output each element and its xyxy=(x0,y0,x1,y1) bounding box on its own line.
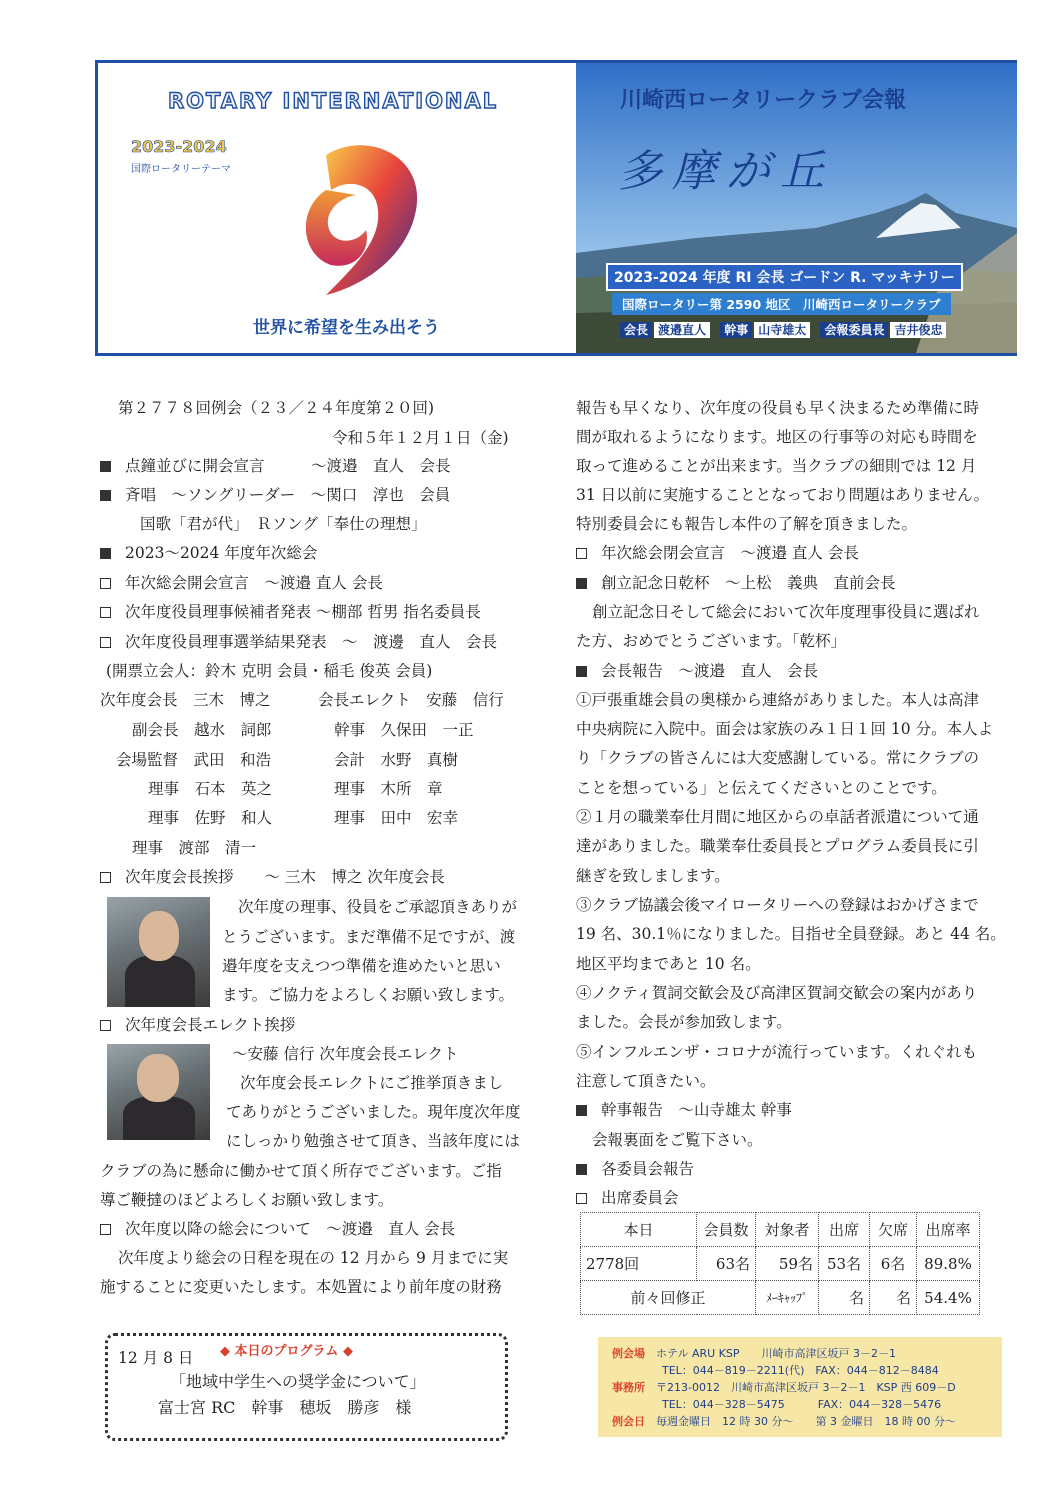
officer-entry: 理事 渡部 清一 xyxy=(132,839,257,857)
report-text: り「クラブの皆さんには大変感謝している。常にクラブの xyxy=(576,749,980,767)
table-header: 会員数 xyxy=(697,1213,756,1247)
info-line: TEL：044－328－5475 FAX：044－328－5476 xyxy=(662,1398,942,1411)
rotary-international-title: ROTARY INTERNATIONAL xyxy=(168,89,499,113)
club-officers-band xyxy=(620,321,952,338)
report-text: ①戸張重雄会員の奥様から連絡がありました。本人は高津 xyxy=(576,691,980,709)
body-text: 報告も早くなり、次年度の役員も早く決まるため準備に時 xyxy=(576,399,980,417)
attendance-table xyxy=(580,1212,980,1315)
club-name-calligraphy: 多摩が丘 xyxy=(618,146,834,197)
club-newsletter-title: 川崎西ロータリークラブ会報 xyxy=(620,88,907,113)
body-text: 特別委員会にも報告し本件の了解を頂きました。 xyxy=(576,515,918,533)
agenda-item: 各委員会報告 xyxy=(576,1159,694,1179)
officer-entry: 次年度会長 三木 博之 xyxy=(100,691,271,709)
theme-label: 国際ロータリーテーマ xyxy=(131,164,231,175)
mount-fuji-photo xyxy=(576,63,1017,353)
program-date: 12 月 8 日 xyxy=(118,1349,194,1367)
greeting-text: 邉年度を支えつつ準備を進めたいと思い xyxy=(222,957,501,975)
table-cell: 63名 xyxy=(697,1247,756,1281)
diamond-icon: ◆ xyxy=(220,1344,230,1359)
body-text: 次年度より総会の日程を現在の 12 月から 9 月までに実 xyxy=(118,1249,509,1267)
rotary-theme-logo-icon xyxy=(286,135,436,305)
info-line: 事務所 〒213-0012 川崎市高津区坂戸 3－2－1 KSP 西 609－D xyxy=(612,1381,956,1394)
agenda-item: 会長報告 ～渡邉 直人 会長 xyxy=(576,661,818,681)
body-text: 施することに変更いたします。本処置により前年度の財務 xyxy=(100,1278,502,1296)
program-speaker: 富士宮 RC 幹事 穂坂 勝彦 様 xyxy=(158,1398,412,1417)
greeting-text: クラブの為に懸命に働かせて頂く所存でございます。ご指 xyxy=(100,1162,502,1180)
greeting-text: にしっかり勉強させて頂き、当該年度には xyxy=(226,1132,520,1150)
body-text: た方、おめでとうございます。「乾杯」 xyxy=(576,632,847,650)
district-band: 国際ロータリー第 2590 地区 川崎西ロータリークラブ xyxy=(612,293,951,315)
report-text: ことを想っている」と伝えてくださいとのことです。 xyxy=(576,779,947,797)
agenda-item: 幹事報告 ～山寺雄太 幹事 xyxy=(576,1100,792,1120)
table-cell: ﾒｰｷｬｯﾌﾟ xyxy=(756,1281,819,1315)
body-text: 創立記念日そして総会において次年度理事役員に選ばれ xyxy=(592,603,980,621)
body-text: 会報裏面をご覧下さい。 xyxy=(592,1131,763,1149)
anthem-line: 国歌「君が代」 Ｒソング「奉仕の理想」 xyxy=(140,515,427,533)
todays-program-box xyxy=(105,1333,508,1441)
greeting-text: てありがとうございました。現年度次年度 xyxy=(226,1103,521,1121)
table-header: 出席率 xyxy=(917,1213,980,1247)
officer-name: 吉井俊忠 xyxy=(890,322,946,338)
report-text: ④ノクティ賀詞交歓会及び高津区賀詞交歓会の案内があり xyxy=(576,984,978,1002)
agenda-item: 点鐘並びに開会宣言 ～渡邉 直人 会長 xyxy=(100,456,451,476)
table-cell: 前々回修正 xyxy=(581,1281,756,1315)
table-cell: 名 xyxy=(870,1281,917,1315)
president-nominee-photo xyxy=(107,1044,210,1140)
agenda-subitem: 次年度役員理事候補者発表 ～棚部 哲男 指名委員長 xyxy=(100,602,481,622)
table-cell: 名 xyxy=(819,1281,870,1315)
body-text: 間が取れるようになります。地区の行事等の対応も時間を xyxy=(576,428,978,446)
report-text: 19 名、30.1％になりました。目指せ全員登録。あと 44 名。 xyxy=(576,925,1006,943)
officer-role: 会報委員長 xyxy=(820,322,888,338)
agenda-subitem: 次年度会長挨拶 ～ 三木 博之 次年度会長 xyxy=(100,867,445,887)
newsletter-header xyxy=(95,60,1017,356)
agenda-subitem: 次年度役員理事選挙結果発表 ～ 渡邊 直人 会長 xyxy=(100,632,497,652)
theme-motto: 世界に希望を生み出そう xyxy=(253,318,440,338)
greeting-text: ～安藤 信行 次年度会長エレクト xyxy=(232,1045,459,1063)
officer-entry: 副会長 越水 詞郎 xyxy=(132,721,272,739)
officer-entry: 理事 佐野 和人 xyxy=(148,809,273,827)
report-text: 地区平均まであと 10 名。 xyxy=(576,955,761,973)
report-text: ⑤インフルエンザ・コロナが流行っています。くれぐれも xyxy=(576,1043,978,1061)
officer-role: 会長 xyxy=(620,322,652,338)
meeting-date: 令和５年１２月１日（金) xyxy=(332,429,509,447)
agenda-subitem: 次年度会長エレクト挨拶 xyxy=(100,1015,295,1035)
officer-entry: 理事 木所 章 xyxy=(334,780,443,798)
vote-witnesses: (開票立会人：鈴木 克明 会員・稲毛 俊英 会員) xyxy=(106,662,433,680)
officer-name: 渡邉直人 xyxy=(654,322,710,338)
agenda-item: 創立記念日乾杯 ～上松 義典 直前会長 xyxy=(576,573,896,593)
report-text: ②１月の職業奉仕月間に地区からの卓話者派遣について通 xyxy=(576,808,979,826)
officer-entry: 会場監督 武田 和浩 xyxy=(116,751,272,769)
officer-entry: 理事 石本 英之 xyxy=(148,780,273,798)
president-elect-photo xyxy=(107,897,210,1007)
greeting-text: ます。ご協力をよろしくお願い致します。 xyxy=(222,986,515,1004)
theme-year: 2023-2024 xyxy=(131,137,227,156)
officer-entry: 理事 田中 宏幸 xyxy=(334,809,459,827)
table-cell: 6名 xyxy=(870,1247,917,1281)
agenda-subitem: 年次総会閉会宣言 ～渡邉 直人 会長 xyxy=(576,543,859,563)
officer-entry: 会長エレクト 安藤 信行 xyxy=(318,691,504,709)
program-topic: 「地域中学生への奨学金について」 xyxy=(170,1372,426,1391)
table-header: 出席 xyxy=(819,1213,870,1247)
greeting-text: 次年度会長エレクトにご推挙頂きまし xyxy=(240,1074,504,1092)
table-row xyxy=(581,1247,980,1281)
table-cell: 53名 xyxy=(819,1247,870,1281)
diamond-icon: ◆ xyxy=(342,1344,353,1359)
agenda-subitem: 出席委員会 xyxy=(576,1188,679,1208)
report-text: 中央病院に入院中。面会は家族のみ１日１回 10 分。本人よ xyxy=(576,720,994,738)
meeting-number: 第２７７８回例会（２３／２４年度第２０回) xyxy=(118,399,435,417)
officer-role: 幹事 xyxy=(720,322,752,338)
agenda-subitem: 次年度以降の総会について ～渡邉 直人 会長 xyxy=(100,1219,455,1239)
table-header: 欠席 xyxy=(870,1213,917,1247)
program-heading: ◆ 本日のプログラム ◆ xyxy=(220,1344,353,1359)
body-text: 取って進めることが出来ます。当クラブの細則では 12 月 xyxy=(576,457,977,475)
info-line: TEL：044－819－2211(代) FAX：044－812－8484 xyxy=(662,1364,939,1377)
body-text: 31 日以前に実施することとなっており問題はありません。 xyxy=(576,486,990,504)
agenda-item: 斉唱 ～ソングリーダー ～関口 淳也 会員 xyxy=(100,485,450,505)
info-line: 例会日 毎週金曜日 12 時 30 分～ 第 3 金曜日 18 時 00 分～ xyxy=(612,1415,956,1428)
club-info-box xyxy=(598,1337,1002,1437)
greeting-text: 導ご鞭撻のほどよろしくお願い致します。 xyxy=(100,1191,394,1209)
report-text: ③クラブ協議会後マイロータリーへの登録はおかげさまで xyxy=(576,896,979,914)
report-text: 注意して頂きたい。 xyxy=(576,1072,716,1090)
agenda-subitem: 年次総会開会宣言 ～渡邉 直人 会長 xyxy=(100,573,383,593)
table-row xyxy=(581,1281,980,1315)
report-text: 継ぎを致しまします。 xyxy=(576,867,730,885)
agenda-item: 2023～2024 年度年次総会 xyxy=(100,543,317,563)
ri-president-band: 2023-2024 年度 RI 会長 ゴードン R. マッキナリー xyxy=(606,263,963,291)
table-cell: 54.4% xyxy=(917,1281,980,1315)
report-text: 達がありました。職業奉仕委員長とプログラム委員長に引 xyxy=(576,837,979,855)
greeting-text: 次年度の理事、役員をご承認頂きありが xyxy=(238,898,518,916)
officer-name: 山寺雄太 xyxy=(754,322,810,338)
table-header: 対象者 xyxy=(756,1213,819,1247)
table-cell: 59名 xyxy=(756,1247,819,1281)
table-header-row xyxy=(581,1213,980,1247)
officer-entry: 幹事 久保田 一正 xyxy=(334,721,474,739)
report-text: ました。会長が参加致します。 xyxy=(576,1013,792,1031)
table-header: 本日 xyxy=(581,1213,697,1247)
table-cell: 2778回 xyxy=(581,1247,697,1281)
table-cell: 89.8% xyxy=(917,1247,980,1281)
officer-entry: 会計 水野 真樹 xyxy=(334,751,459,769)
greeting-text: とうございます。まだ準備不足ですが、渡 xyxy=(222,928,516,946)
info-line: 例会場 ホテル ARU KSP 川崎市高津区坂戸 3－2－1 xyxy=(612,1347,896,1360)
